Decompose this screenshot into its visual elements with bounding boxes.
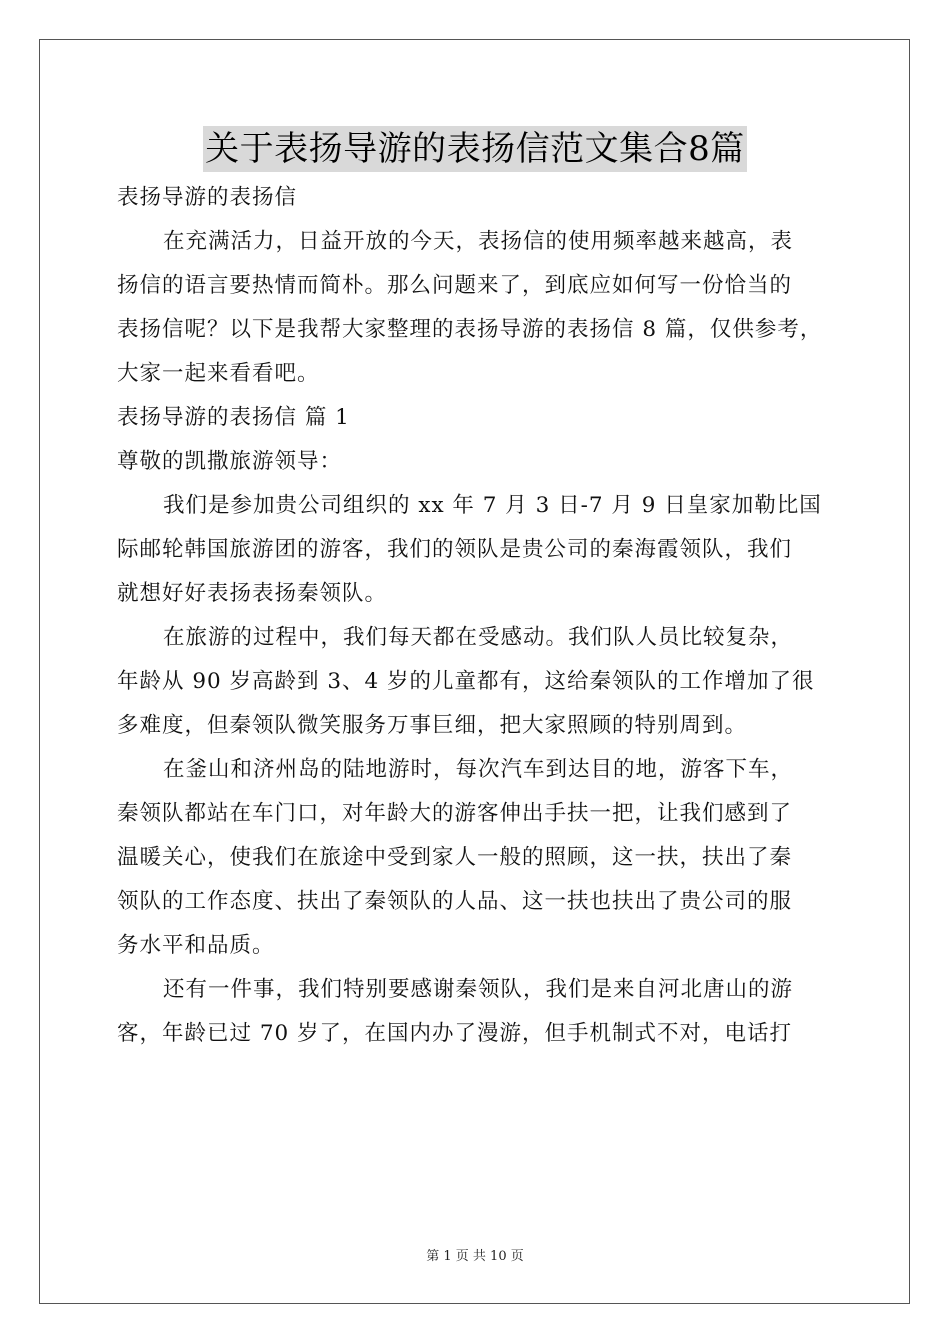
paragraph-line: 务水平和品质。 (117, 933, 275, 958)
paragraph-line: 在釜山和济州岛的陆地游时，每次汽车到达目的地，游客下车， (163, 757, 794, 782)
paragraph-line: 在旅游的过程中，我们每天都在受感动。我们队人员比较复杂， (163, 625, 794, 650)
paragraph-line: 多难度，但秦领队微笑服务万事巨细，把大家照顾的特别周到。 (117, 713, 748, 738)
paragraph-line: 在充满活力，日益开放的今天，表扬信的使用频率越来越高，表 (163, 229, 794, 254)
title-container (0, 126, 950, 172)
paragraph-line: 秦领队都站在车门口，对年龄大的游客伸出手扶一把，让我们感到了 (117, 801, 793, 826)
letter-salutation: 尊敬的凯撒旅游领导： (117, 449, 343, 474)
paragraph-line: 客，年龄已过 70 岁了，在国内办了漫游，但手机制式不对，电话打 (117, 1021, 793, 1046)
document-title: 关于表扬导游的表扬信范文集合8篇 (203, 126, 747, 172)
page-number: 第 1 页 共 10 页 (426, 1249, 524, 1264)
paragraph-line: 表扬信呢？以下是我帮大家整理的表扬导游的表扬信 8 篇，仅供参考， (117, 317, 823, 342)
document-body (117, 176, 837, 1056)
section-heading: 表扬导游的表扬信 篇 1 (117, 405, 350, 430)
paragraph-line: 温暖关心，使我们在旅途中受到家人一般的照顾，这一扶，扶出了秦 (117, 845, 793, 870)
paragraph-line: 就想好好表扬表扬秦领队。 (117, 581, 388, 606)
page-footer (0, 1245, 950, 1264)
paragraph-line: 领队的工作态度、扶出了秦领队的人品、这一扶也扶出了贵公司的服 (117, 889, 793, 914)
paragraph-line: 大家一起来看看吧。 (117, 361, 320, 386)
section-heading: 表扬导游的表扬信 (117, 185, 298, 210)
paragraph-line: 年龄从 90 岁高龄到 3、4 岁的儿童都有，这给秦领队的工作增加了很 (117, 669, 815, 694)
paragraph-line: 我们是参加贵公司组织的 xx 年 7 月 3 日-7 月 9 日皇家加勒比国 (163, 493, 822, 518)
paragraph-line: 还有一件事，我们特别要感谢秦领队，我们是来自河北唐山的游 (163, 977, 794, 1002)
paragraph-line: 扬信的语言要热情而简朴。那么问题来了，到底应如何写一份恰当的 (117, 273, 793, 298)
paragraph-line: 际邮轮韩国旅游团的游客，我们的领队是贵公司的秦海霞领队，我们 (117, 537, 793, 562)
